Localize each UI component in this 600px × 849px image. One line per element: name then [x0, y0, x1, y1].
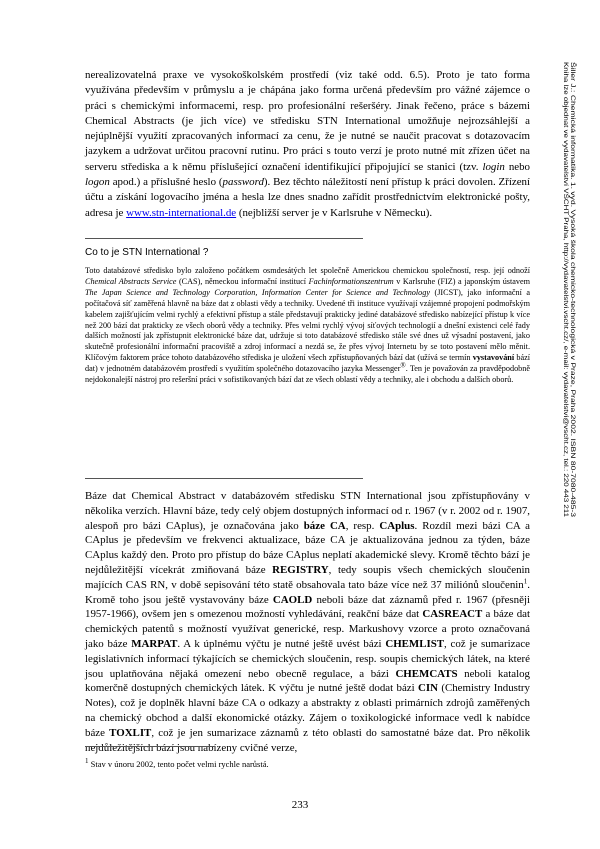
- term-cas: Chemical Abstracts Service: [85, 276, 177, 286]
- term-login: login: [482, 160, 505, 173]
- box-text-2: (CAS), německou informační institucí: [176, 276, 309, 286]
- term-jst: The Japan Science and Technology Corporation, Information Center for Science and Technology: [85, 287, 430, 297]
- box-title: Co to je STN International ?: [85, 247, 209, 258]
- db-text-10: neboli katalog komerčně dostupných chemických látek. K výčtu je nutné ještě dodat bázi: [85, 667, 530, 695]
- footnote-divider: [85, 746, 215, 747]
- db-toxlit: TOXLIT: [109, 726, 152, 739]
- db-text-6: neboli báze dat záznamů před r. 1967 (přesněji 1957-1966), ovšem jen s omezenou možností vyhledávání, reakční báze dat: [85, 593, 530, 621]
- term-fiz: Fachinformationszentrum: [308, 276, 394, 286]
- intro-text-5: (nejbližší server je v Karlsruhe v Německu).: [236, 206, 433, 219]
- db-text-4: , tedy soupis všech chemických sloučenin majících CAS RN, v době sepisování této statě obsahovala tato báze více než 37 miliónů sloučenin: [85, 563, 530, 591]
- term-password: password: [222, 176, 264, 189]
- box-text-5: bází dat) v jednotném databázovém prostředí s využitím společného dotazovacího jazyka Messenger: [85, 353, 530, 374]
- box-text-4: (JICST), jako informační a počítačová síť zaměřená hlavně na báze dat z oblasti vědy a techniky. Uvedené tři instituce využívají vzájemné propojení podmořským kabelem zajišťujícím velmi rychlý a efektivní přístup a stále představují prakticky jediné databázové středisko nabízející přístup k více než 200 bází dat prakticky ze všech oborů vědy a techniky. Přes velmi rychlý vývoj síťových technologií a dnešní existenci celé řady dalších možností jak zpřístupnit elektronické báze dat, udržuje si toto databázové středisko stále své dnes už výsadní postavení, jako skutečně profesionální informační pracoviště a zdroj informací a nezdá se, že přes vývoj Internetu by se toto postavení mělo měnit. Klíčovým faktorem práce tohoto databázového střediska je uložení všech zpřístupňovaných bází dat (užívá se termín: [85, 287, 530, 363]
- db-caold: CAOLD: [272, 593, 313, 606]
- db-cin: CIN: [418, 682, 438, 695]
- footnote-number: 1: [85, 757, 89, 766]
- db-text-2: , resp.: [345, 519, 380, 532]
- db-text-12: , což je jen sumarizace záznamů z této oblasti do samostatné báze dat. Pro několik nejdůležitějších bází jsou nabízeny cvičné verze,: [85, 726, 531, 754]
- page-number: 233: [291, 799, 309, 811]
- intro-text-1: nerealizovatelná praxe ve vysokoškolském prostředí (viz také odd. 6.5). Proto je tato forma využívána především v průmyslu a je chápána jako forma určená především pro vážné zájemce o práci s chemickými informacemi, resp. pro profesionální rešeršéry. Jinak řečeno, práce s bázemi Chemical Abstracts (je jich více) ve středisku STN International umožňuje nejrozsáhlejší a nejúplnější využití zpracovaných informací za cenu, že je nutné se naučit pracovat s dotazovacím jazykem a udržovat určitou pracovní rutinu. Pro práci s touto verzí je proto nutné mít zřízen účet na serveru střediska a k němu příslušející označení identifikující připojující se stanici (tzv.: [85, 69, 530, 173]
- db-text-5: . Kromě toho jsou ještě vystavovány báze: [85, 578, 530, 606]
- intro-paragraph: [85, 68, 530, 221]
- db-text-11: (Chemistry Industry Notes), což je doplněk hlavní báze CA o odkazy a abstrakty z oblasti primárních zdrojů zaměřených na chemický obchod a další ekonomické otázky. Zájem o toxikologické informace vedl k nabídce báze: [85, 682, 531, 739]
- db-text-8: . A k úplnému výčtu je nutné ještě uvést bázi: [177, 637, 386, 650]
- side-citation-line1: Šiller J.: Chemická informatika. 1. vyd. Vysoká škola chemicko-technologická v Praze, Praha 2002. ISBN 80-7080-485-3: [569, 62, 576, 402]
- side-citation-line2: Kniha lze objednat ve vydavatelství VŠCHT Praha, http://vydavatelstvi.vscht.cz/, e-mail: vydavatelstvi@vscht.cz, tel.: 220 443 211: [562, 62, 569, 429]
- box-bottom-divider: [85, 478, 363, 479]
- side-citation: [562, 60, 590, 520]
- side-citation-svg: [562, 60, 590, 520]
- footnote-text: Stav v únoru 2002, tento počet velmi rychle narůstá.: [88, 759, 269, 769]
- db-text-1: Báze dat Chemical Abstract v databázovém středisku STN International jsou zpřístupňovány v několika verzích. Hlavní báze, tedy celý objem dostupných informací od r. 1967 (v r. 2002 od r. 1907, alespoň pro bázi CAplus), je označována jako: [85, 490, 530, 532]
- intro-text-4: ). Bez těchto náležitostí není přístup k práci dovolen. Zřízení účtu a získání logovacího jména a hesla lze dnes snadno zařídit prostřednictvím elektronické pošty, adresa je: [85, 176, 531, 219]
- db-chemlist: CHEMLIST: [385, 637, 445, 650]
- db-text-9: , což je sumarizace legislativních informací týkajících se chemických sloučenin, resp. soupis chemických látek, na které jsou uplatňována nějaká omezení nebo obecně regulace, a bázi: [85, 637, 530, 680]
- databases-paragraph: [85, 489, 530, 755]
- intro-text-3: apod.) a příslušné heslo (: [109, 176, 223, 189]
- term-logon: logon: [85, 176, 110, 189]
- box-text-1: Toto databázové středisko bylo založeno počátkem osmdesátých let společně Americkou chemickou společností, resp. její odnoží: [85, 266, 530, 275]
- db-casreact: CASREACT: [422, 608, 483, 621]
- box-text-3: v Karlsruhe (FIZ) a japonským ústavem: [393, 276, 531, 286]
- db-marpat: MARPAT: [131, 637, 178, 650]
- db-chemcats: CHEMCATS: [395, 667, 458, 680]
- db-text-3: . Rozdíl mezi bázi CA a CAplus je především ve frekvenci aktualizace, báze CA je aktualizována jednou za týden, báze CAplus každý den. Proto pro přístup do báze CAplus neplatí akademické slevy. Kromě těchto bází je nejdůležitější vícekrát zmiňovaná báze: [85, 519, 531, 576]
- box-text-6: . Ten je považován za pravděpodobně nejdokonalejší nástroj pro rešeršní práci v sofistikovaných bází dat ze všech oblastí vědy a techniky, ale i obchodu a dalších oborů.: [85, 364, 530, 385]
- intro-text-2: nebo: [504, 160, 530, 173]
- db-ca: báze CA: [303, 519, 346, 532]
- stn-link[interactable]: www.stn-international.de: [126, 206, 237, 219]
- box-top-divider: [85, 238, 363, 239]
- footnote-reference: 1: [523, 577, 528, 586]
- registered-mark: ®: [400, 361, 406, 370]
- footnote: [85, 759, 269, 769]
- db-text-7: a báze dat chemických patentů s možností využívat generické, resp. Markushovy vzorce a proto označovaná jako báze: [85, 608, 530, 650]
- box-text: [85, 266, 530, 386]
- term-vystavovani: vystavování: [472, 353, 515, 363]
- db-registry: REGISTRY: [272, 563, 329, 576]
- db-caplus: CAplus: [379, 519, 415, 532]
